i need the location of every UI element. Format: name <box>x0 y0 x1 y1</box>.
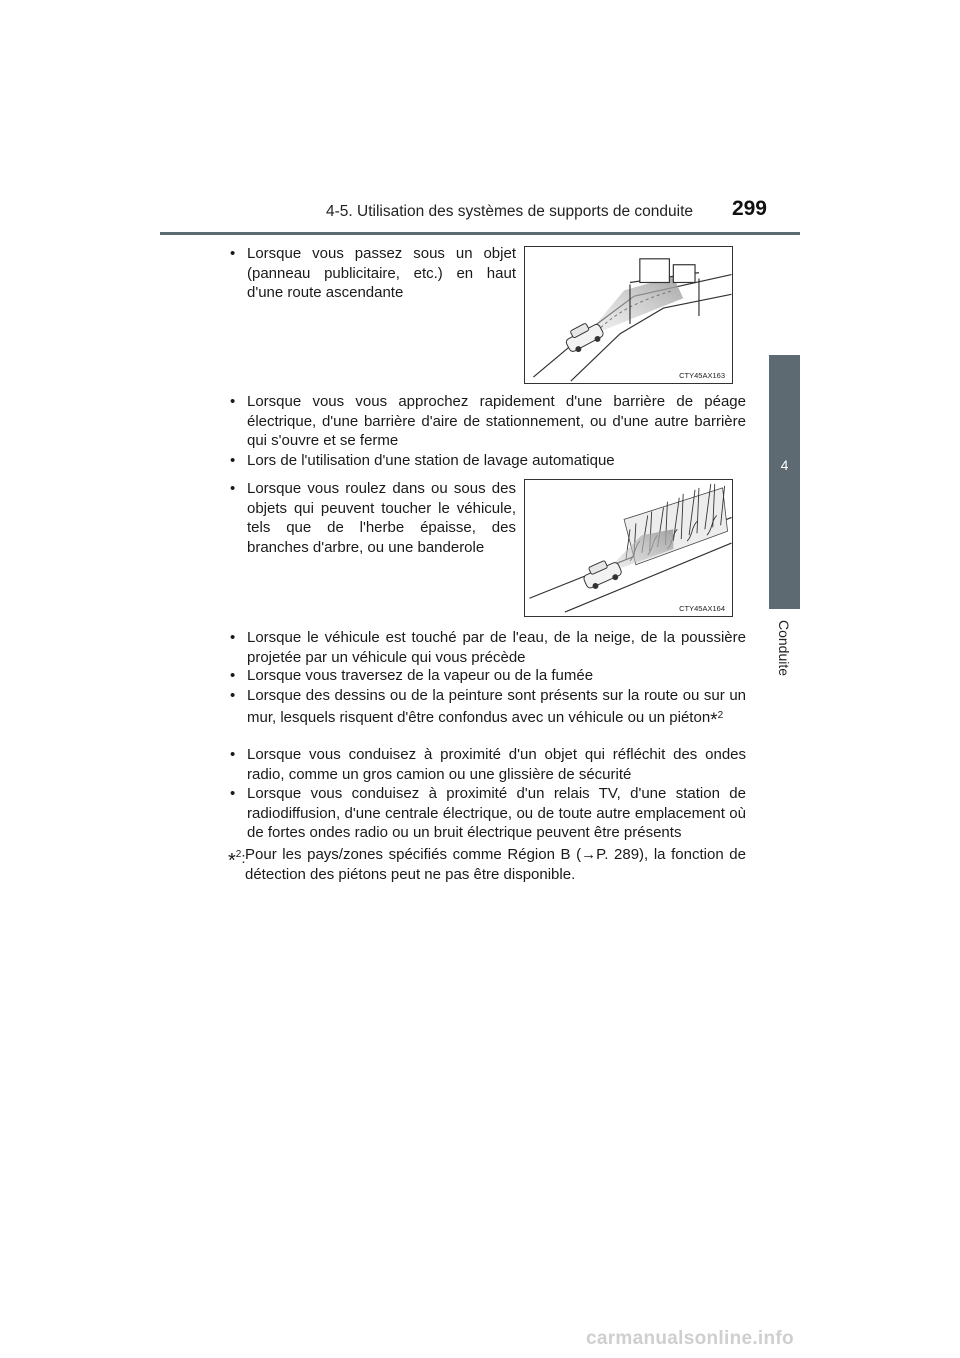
chapter-tab <box>769 355 800 609</box>
bullet-item: • Lorsque vous traversez de la vapeur ou de la fumée <box>230 666 746 686</box>
footnote-text: Pour les pays/zones spécifiés comme Région B (→P. 289), la fonction de détection des piétons peut ne pas être disponible. <box>245 846 746 883</box>
page-number: 299 <box>731 197 767 220</box>
bullet-item: • Lors de l'utilisation d'une station de lavage automatique <box>230 451 746 471</box>
bullet-item: • Lorsque vous conduisez à proximité d'un relais TV, d'une station de radiodiffusion, d'une centrale électrique, ou de toute autre emplacement où de fortes ondes radio ou un bruit électrique peuvent être présents <box>230 784 746 843</box>
footnote <box>228 845 746 884</box>
figure-ascending-road-sign <box>524 246 733 384</box>
chapter-label: Conduite <box>776 619 792 677</box>
header-divider <box>160 232 800 235</box>
watermark: carmanualsonline.info <box>586 1328 794 1349</box>
section-title: 4-5. Utilisation des systèmes de supports de conduite <box>326 203 694 220</box>
figure-code: CTY45AX163 <box>679 371 725 380</box>
bullet-item: • Lorsque vous vous approchez rapidement d'une barrière de péage électrique, d'une barrière d'aire de stationnement, ou d'une autre barrière qui s'ouvre et se ferme <box>230 392 746 451</box>
bullet-item: • Lorsque vous passez sous un objet (panneau publicitaire, etc.) en haut d'une route ascendante <box>230 244 516 303</box>
bullet-item: • Lorsque le véhicule est touché par de l'eau, de la neige, de la poussière projetée par un véhicule qui vous précède <box>230 628 746 667</box>
illustration-car-through-grass <box>525 480 732 616</box>
footnote-reference: *$^2$ <box>710 709 724 731</box>
illustration-car-under-sign <box>525 247 732 383</box>
figure-grass-branches <box>524 479 733 617</box>
footnote-mark: *$^2$: <box>228 849 246 872</box>
bullet-item <box>230 686 746 730</box>
bullet-item: • Lorsque vous roulez dans ou sous des objets qui peuvent toucher le véhicule, tels que de l'herbe épaisse, des branches d'arbre, ou une banderole <box>230 479 516 557</box>
bullet-text: Lorsque des dessins ou de la peinture sont présents sur la route ou sur un mur, lesquels risquent d'être confondus avec un véhicule ou un piéton <box>247 687 746 726</box>
figure-code: CTY45AX164 <box>679 604 725 613</box>
bullet-item: • Lorsque vous conduisez à proximité d'un objet qui réfléchit des ondes radio, comme un gros camion ou une glissière de sécurité <box>230 745 746 784</box>
chapter-number: 4 <box>780 457 789 473</box>
